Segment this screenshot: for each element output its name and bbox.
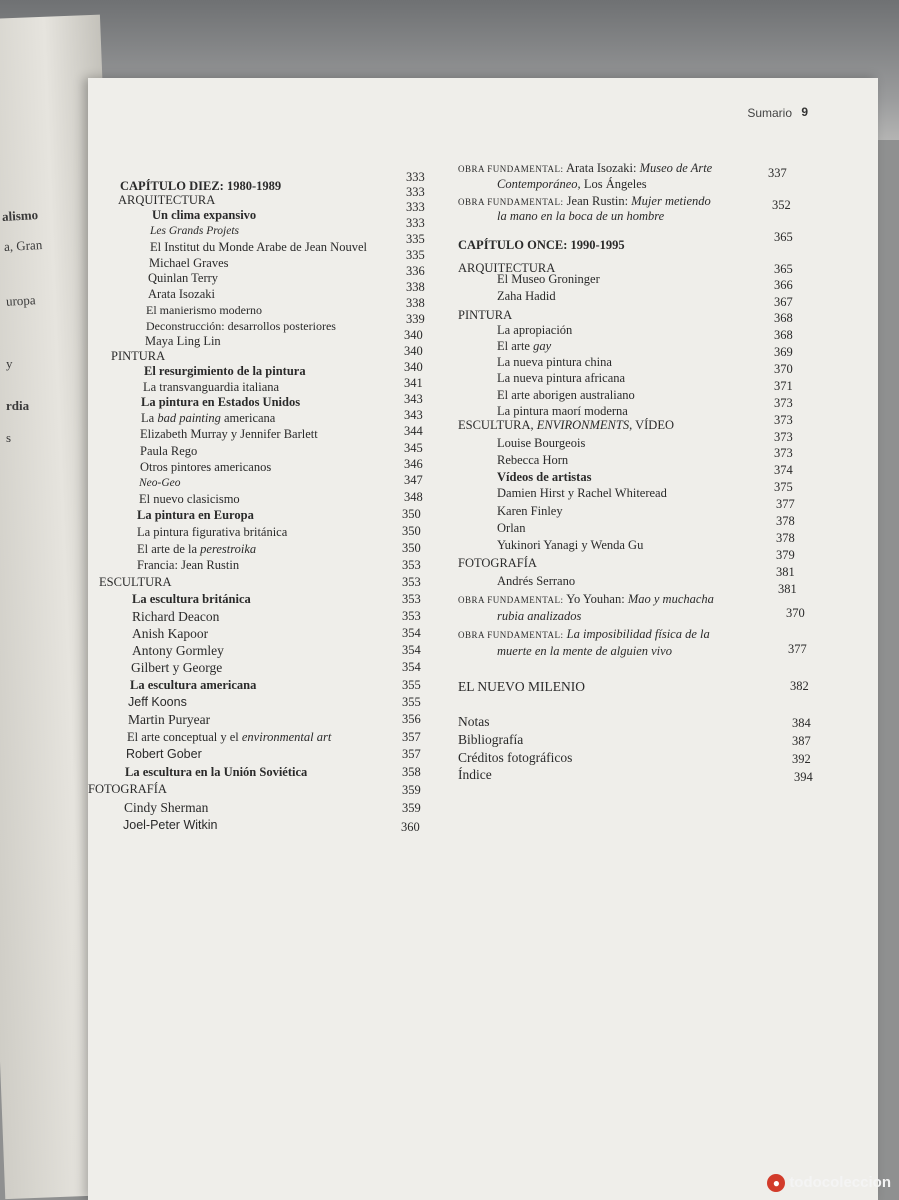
chapter-heading: CAPÍTULO ONCE: 1990-1995: [458, 238, 625, 252]
page-ref: 379: [776, 548, 795, 562]
toc-entry: Louise Bourgeois: [497, 436, 586, 450]
toc-entry: Michael Graves: [149, 256, 229, 270]
toc-entry: Gilbert y George: [131, 660, 223, 675]
page-ref: 350: [402, 524, 421, 538]
toc-entry: Arata Isozaki: [148, 287, 215, 301]
page-ref: 353: [402, 609, 421, 623]
toc-entry: El arte gay: [497, 339, 552, 353]
page-ref: 384: [792, 716, 811, 730]
margin-fragment: s: [6, 430, 12, 445]
page-ref: 394: [794, 770, 813, 784]
page-ref: 333: [406, 170, 425, 184]
page-ref: 373: [774, 446, 793, 460]
subsection: Un clima expansivo: [152, 208, 257, 222]
page-ref: 377: [776, 497, 795, 511]
margin-fragment: y: [6, 356, 13, 371]
page-ref: 360: [401, 820, 420, 834]
page-ref: 354: [402, 643, 421, 657]
toc-entry: Antony Gormley: [132, 643, 224, 658]
toc-entry: Otros pintores americanos: [140, 460, 272, 474]
page-ref: 333: [406, 216, 425, 230]
key-work-entry: OBRA FUNDAMENTAL: La imposibilidad física de la: [458, 627, 710, 641]
chapter-heading: CAPÍTULO DIEZ: 1980-1989: [120, 179, 282, 193]
page-ref: 378: [776, 531, 795, 545]
margin-fragment: a, Gran: [3, 237, 43, 254]
toc-entry: Quinlan Terry: [148, 271, 219, 285]
page-ref: 340: [404, 328, 423, 342]
back-matter-entry: Créditos fotográficos: [458, 750, 573, 765]
section-heading: EL NUEVO MILENIO: [458, 679, 585, 694]
page-ref: 373: [774, 396, 793, 410]
toc-entry: El arte aborigen australiano: [497, 388, 635, 402]
section-heading: PINTURA: [111, 349, 166, 363]
toc-entry: Joel-Peter Witkin: [123, 818, 218, 832]
toc-entry: Anish Kapoor: [132, 626, 209, 641]
back-matter-entry: Índice: [458, 767, 492, 782]
key-work-entry: OBRA FUNDAMENTAL: Jean Rustin: Mujer metiendo: [458, 194, 711, 208]
key-work-entry-line2: muerte en la mente de alguien vivo: [497, 644, 672, 658]
toc-entry: La nueva pintura china: [497, 355, 612, 369]
page-ref: 359: [402, 801, 421, 815]
toc-entry: El nuevo clasicismo: [139, 492, 240, 506]
subsection: La escultura americana: [130, 678, 257, 692]
subsection: El resurgimiento de la pintura: [144, 364, 306, 378]
section-heading: PINTURA: [458, 308, 513, 322]
back-matter-entry: Notas: [458, 714, 490, 729]
subsection: Vídeos de artistas: [497, 470, 592, 484]
page-ref: 341: [404, 376, 423, 390]
page-ref: 350: [402, 541, 421, 555]
page-ref: 368: [774, 328, 793, 342]
subsection: La pintura en Europa: [137, 508, 254, 522]
page-ref: 353: [402, 558, 421, 572]
page-ref: 366: [774, 278, 793, 292]
toc-entry: Les Grands Projets: [150, 225, 240, 237]
page-ref: 355: [402, 695, 421, 709]
page-ref: 343: [404, 408, 423, 422]
toc-entry: El arte conceptual y el environmental art: [127, 730, 332, 744]
toc-entry: El manierismo moderno: [146, 303, 262, 317]
page-ref: 367: [774, 295, 793, 309]
page-ref: 381: [776, 565, 795, 579]
toc-entry: Rebecca Horn: [497, 453, 569, 467]
toc-entry: Neo-Geo: [139, 477, 181, 489]
page-ref: 355: [402, 678, 421, 692]
page-ref: 382: [790, 679, 809, 693]
margin-fragment: rdia: [6, 398, 30, 413]
watermark: [767, 1174, 891, 1192]
subsection: La pintura en Estados Unidos: [141, 395, 301, 409]
page-ref: 344: [404, 424, 423, 438]
page-ref: 343: [404, 392, 423, 406]
page-ref: 371: [774, 379, 793, 393]
page-ref: 335: [406, 248, 425, 262]
toc-entry: Karen Finley: [497, 504, 563, 518]
page-ref: 333: [406, 185, 425, 199]
running-header: Sumario: [747, 106, 792, 120]
page-ref: 354: [402, 660, 421, 674]
page-ref: 378: [776, 514, 795, 528]
page-ref: 340: [404, 360, 423, 374]
subsection: La escultura británica: [132, 592, 251, 606]
toc-entry: Cindy Sherman: [124, 800, 209, 815]
toc-entry: Deconstrucción: desarrollos posteriores: [146, 319, 336, 333]
watermark-logo-icon: ●: [767, 1174, 785, 1192]
page-ref: 387: [792, 734, 811, 748]
toc-entry: La pintura figurativa británica: [137, 525, 288, 539]
section-heading: ESCULTURA, ENVIRONMENTS, VÍDEO: [458, 418, 674, 432]
page-ref: 354: [402, 626, 421, 640]
page-ref: 339: [406, 312, 425, 326]
contents-page: [88, 78, 878, 1200]
page-ref: 359: [402, 783, 421, 797]
page-ref: 335: [406, 232, 425, 246]
page-ref: 358: [402, 765, 421, 779]
page-ref: 370: [774, 362, 793, 376]
page-ref: 333: [406, 200, 425, 214]
page-ref: 337: [768, 166, 787, 180]
key-work-entry-line2: rubia analizados: [497, 609, 582, 623]
toc-entry: La transvanguardia italiana: [143, 380, 280, 394]
page-ref: 375: [774, 480, 793, 494]
toc-entry: El arte de la perestroika: [137, 542, 257, 556]
page-ref: 365: [774, 262, 793, 276]
key-work-entry: OBRA FUNDAMENTAL: Yo Youhan: Mao y muchacha: [458, 592, 714, 606]
page-ref: 368: [774, 311, 793, 325]
page-ref: 352: [772, 198, 791, 212]
toc-entry: La apropiación: [497, 323, 573, 337]
page-ref: 347: [404, 473, 423, 487]
page-ref: 381: [778, 582, 797, 596]
page-ref: 350: [402, 507, 421, 521]
page-ref: 357: [402, 730, 421, 744]
page-ref: 346: [404, 457, 423, 471]
section-heading: ESCULTURA: [99, 575, 172, 589]
toc-entry: Andrés Serrano: [497, 574, 576, 588]
section-heading: FOTOGRAFÍA: [88, 782, 167, 796]
subsection: La escultura en la Unión Soviética: [125, 765, 308, 779]
key-work-entry: OBRA FUNDAMENTAL: Arata Isozaki: Museo de Arte: [458, 161, 713, 175]
toc-entry: Robert Gober: [126, 747, 202, 761]
page-ref: 374: [774, 463, 793, 477]
toc-entry: La nueva pintura africana: [497, 371, 626, 385]
toc-entry: Jeff Koons: [128, 695, 187, 709]
page-ref: 365: [774, 230, 793, 244]
page-ref: 338: [406, 280, 425, 294]
watermark-text: todocoleccion: [789, 1173, 891, 1191]
page-ref: 356: [402, 712, 421, 726]
section-heading: ARQUITECTURA: [118, 193, 216, 207]
toc-entry: Francia: Jean Rustin: [137, 558, 240, 572]
page-ref: 370: [786, 606, 805, 620]
margin-fragment: alismo: [1, 207, 39, 224]
toc-entry: El Institut du Monde Arabe de Jean Nouvel: [150, 240, 367, 254]
margin-fragment: uropa: [5, 292, 36, 309]
back-matter-entry: Bibliografía: [458, 732, 524, 747]
section-heading: ARQUITECTURA: [458, 261, 556, 275]
toc-entry: Richard Deacon: [132, 609, 220, 624]
key-work-entry-line2: la mano en la boca de un hombre: [497, 209, 665, 223]
key-work-entry-line2: Contemporáneo, Los Ángeles: [497, 177, 647, 191]
section-heading: FOTOGRAFÍA: [458, 556, 537, 570]
page-ref: 353: [402, 575, 421, 589]
page-ref: 353: [402, 592, 421, 606]
toc-entry: Zaha Hadid: [497, 289, 556, 303]
page-ref: 336: [406, 264, 425, 278]
toc-entry: La bad painting americana: [141, 411, 276, 425]
page-ref: 369: [774, 345, 793, 359]
page-ref: 377: [788, 642, 807, 656]
toc-entry: Orlan: [497, 521, 526, 535]
toc-entry: El Museo Groninger: [497, 272, 600, 286]
page-ref: 338: [406, 296, 425, 310]
toc-entry: Maya Ling Lin: [145, 334, 221, 348]
page-ref: 348: [404, 490, 423, 504]
page-ref: 340: [404, 344, 423, 358]
toc-entry: Paula Rego: [140, 444, 198, 458]
toc-entry: Damien Hirst y Rachel Whiteread: [497, 486, 667, 500]
toc-entry: La pintura maorí moderna: [497, 404, 628, 418]
toc-entry: Yukinori Yanagi y Wenda Gu: [497, 538, 644, 552]
toc-entry: Martin Puryear: [128, 712, 211, 727]
page-ref: 373: [774, 413, 793, 427]
toc-entry: Elizabeth Murray y Jennifer Barlett: [140, 427, 318, 441]
header-page-number: 9: [801, 105, 808, 119]
page-ref: 373: [774, 430, 793, 444]
page-ref: 392: [792, 752, 811, 766]
page-ref: 345: [404, 441, 423, 455]
page-ref: 357: [402, 747, 421, 761]
